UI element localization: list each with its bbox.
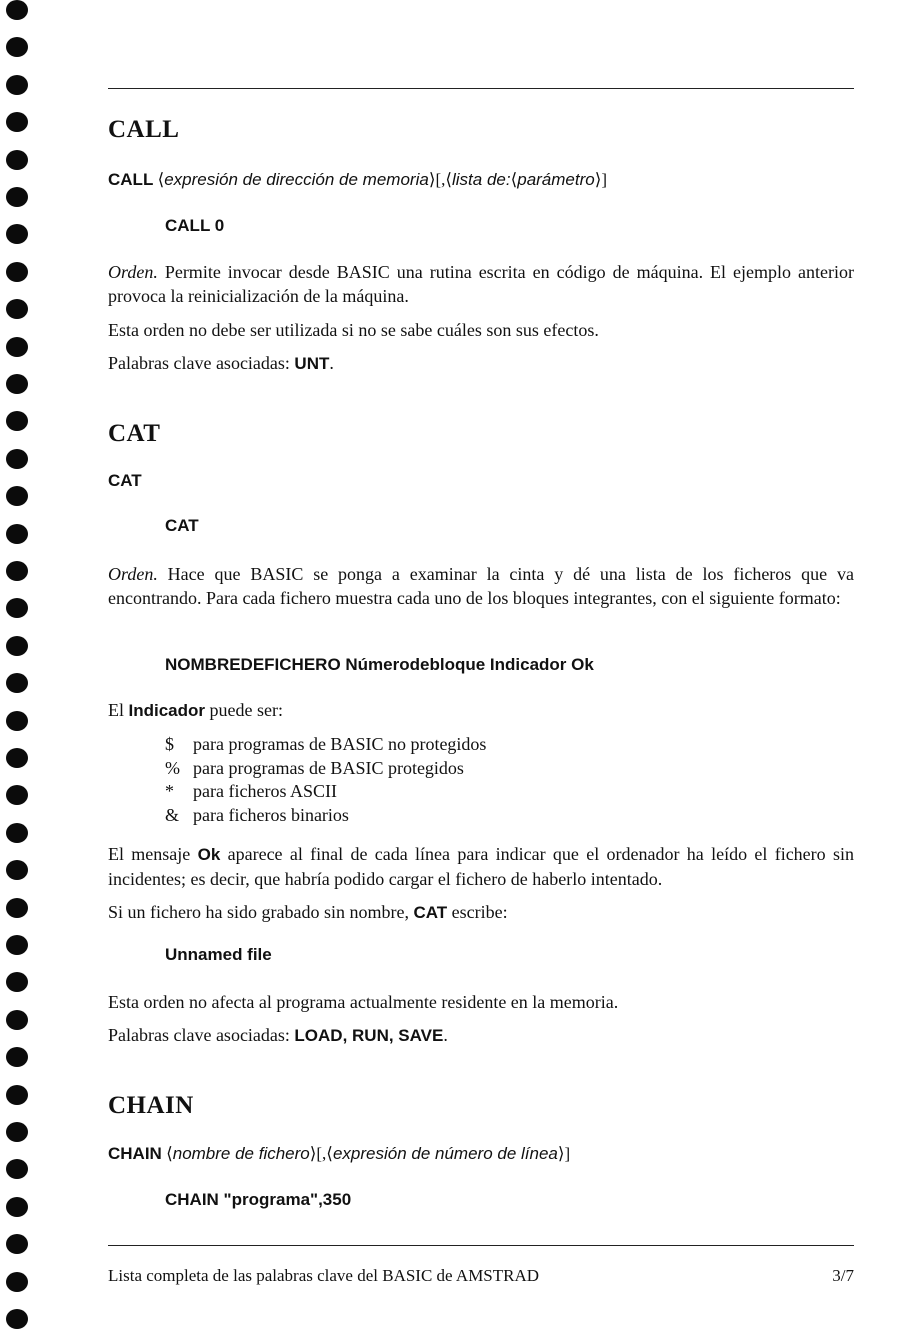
text: escribe: xyxy=(447,902,508,922)
paragraph-lead: Orden. xyxy=(108,564,158,584)
page-number: 3/7 xyxy=(832,1266,854,1285)
indicator-text: para ficheros ASCII xyxy=(193,781,337,801)
list-item xyxy=(165,780,486,804)
inline-keyword: Indicador xyxy=(128,701,206,720)
feed-hole xyxy=(6,785,28,805)
feed-hole xyxy=(6,262,28,282)
feed-hole xyxy=(6,150,28,170)
feed-hole xyxy=(6,374,28,394)
call-description xyxy=(108,260,854,308)
cat-related-keywords xyxy=(108,1023,854,1048)
paragraph-lead: Orden. xyxy=(108,262,158,282)
syntax-argument: nombre de fichero xyxy=(172,1144,310,1163)
indicator-symbol: % xyxy=(165,757,180,778)
indicator-list xyxy=(165,733,486,827)
feed-hole xyxy=(6,1047,28,1067)
related-suffix: . xyxy=(443,1025,448,1045)
call-syntax: CALL ⟨expresión de dirección de memoria⟩[,⟨lista de:⟨parámetro⟩] xyxy=(108,170,608,189)
related-keyword: LOAD, RUN, SAVE xyxy=(294,1026,444,1045)
feed-hole xyxy=(6,1272,28,1292)
indicator-symbol: & xyxy=(165,804,180,825)
cat-format-line: NOMBREDEFICHERO Númerodebloque Indicador Ok xyxy=(165,655,594,674)
feed-hole xyxy=(6,673,28,693)
call-warning: Esta orden no debe ser utilizada si no se sabe cuáles son sus efectos. xyxy=(108,320,599,340)
feed-hole xyxy=(6,1010,28,1030)
tractor-feed-holes xyxy=(0,0,40,1334)
feed-hole xyxy=(6,823,28,843)
cat-memory-note: Esta orden no afecta al programa actualmente residente en la memoria. xyxy=(108,992,619,1012)
feed-hole xyxy=(6,1234,28,1254)
section-title-call: CALL xyxy=(108,116,180,143)
feed-hole xyxy=(6,37,28,57)
inline-keyword: Ok xyxy=(197,845,221,864)
feed-hole xyxy=(6,561,28,581)
list-item xyxy=(165,733,486,757)
feed-hole xyxy=(6,0,28,20)
top-rule xyxy=(108,88,854,89)
bottom-rule xyxy=(108,1245,854,1246)
cat-example: CAT xyxy=(165,516,199,535)
feed-hole xyxy=(6,411,28,431)
related-suffix: . xyxy=(329,353,334,373)
text: El xyxy=(108,700,129,720)
indicator-symbol: * xyxy=(165,781,174,801)
syntax-argument: expresión de número de línea xyxy=(332,1144,558,1163)
text: puede ser: xyxy=(205,700,283,720)
feed-hole xyxy=(6,972,28,992)
text: El mensaje xyxy=(108,844,198,864)
feed-hole xyxy=(6,299,28,319)
feed-hole xyxy=(6,598,28,618)
feed-hole xyxy=(6,224,28,244)
feed-hole xyxy=(6,1122,28,1142)
feed-hole xyxy=(6,1159,28,1179)
feed-hole xyxy=(6,486,28,506)
feed-hole xyxy=(6,524,28,544)
list-item xyxy=(165,804,486,828)
chain-syntax: CHAIN ⟨nombre de fichero⟩[,⟨expresión de número de línea⟩] xyxy=(108,1144,571,1163)
chain-example: CHAIN "programa",350 xyxy=(165,1190,352,1209)
list-item xyxy=(165,757,486,781)
indicator-text: para programas de BASIC protegidos xyxy=(193,757,464,778)
section-title-cat: CAT xyxy=(108,420,161,447)
text: Si un fichero ha sido grabado sin nombre, xyxy=(108,902,414,922)
cat-description xyxy=(108,562,854,610)
feed-hole xyxy=(6,187,28,207)
feed-hole xyxy=(6,449,28,469)
feed-hole xyxy=(6,935,28,955)
syntax-argument: parámetro xyxy=(517,170,595,189)
call-example: CALL 0 xyxy=(165,216,225,235)
cat-unnamed-intro xyxy=(108,900,854,925)
related-prefix: Palabras clave asociadas: xyxy=(108,1025,295,1045)
syntax-keyword: CALL xyxy=(108,170,154,189)
cat-ok-message xyxy=(108,842,854,891)
syntax-argument: expresión de dirección de memoria xyxy=(164,170,429,189)
feed-hole xyxy=(6,1197,28,1217)
cat-unnamed-file: Unnamed file xyxy=(165,945,272,964)
syntax-keyword: CAT xyxy=(108,471,142,490)
syntax-argument: lista de: xyxy=(452,170,511,189)
feed-hole xyxy=(6,112,28,132)
feed-hole xyxy=(6,636,28,656)
feed-hole xyxy=(6,1309,28,1329)
syntax-keyword: CHAIN xyxy=(108,1144,162,1163)
indicator-text: para programas de BASIC no protegidos xyxy=(193,734,487,754)
feed-hole xyxy=(6,75,28,95)
inline-keyword: CAT xyxy=(413,903,448,922)
related-keyword: UNT xyxy=(294,354,330,373)
call-related-keywords xyxy=(108,351,854,376)
feed-hole xyxy=(6,748,28,768)
indicator-symbol: $ xyxy=(165,734,174,754)
feed-hole xyxy=(6,898,28,918)
section-title-chain: CHAIN xyxy=(108,1092,194,1119)
paragraph-text: Permite invocar desde BASIC una rutina escrita en código de máquina. El ejemplo anterior provoca la reinicialización de la máquina. xyxy=(108,262,854,306)
footer-title: Lista completa de las palabras clave del BASIC de AMSTRAD xyxy=(108,1266,540,1285)
text: aparece al final de cada línea para indicar que el ordenador ha leído el fichero sin incidentes; es decir, que habría podido cargar el fichero de haberlo intentado. xyxy=(108,844,854,889)
indicator-text: para ficheros binarios xyxy=(193,804,349,825)
feed-hole xyxy=(6,860,28,880)
feed-hole xyxy=(6,1085,28,1105)
feed-hole xyxy=(6,337,28,357)
cat-indicator-intro xyxy=(108,698,854,723)
cat-syntax xyxy=(108,471,142,491)
paragraph-text: Hace que BASIC se ponga a examinar la cinta y dé una lista de los ficheros que va encontrando. Para cada fichero muestra cada uno de los bloques integrantes, con el siguiente formato: xyxy=(108,564,854,608)
feed-hole xyxy=(6,711,28,731)
related-prefix: Palabras clave asociadas: xyxy=(108,353,295,373)
